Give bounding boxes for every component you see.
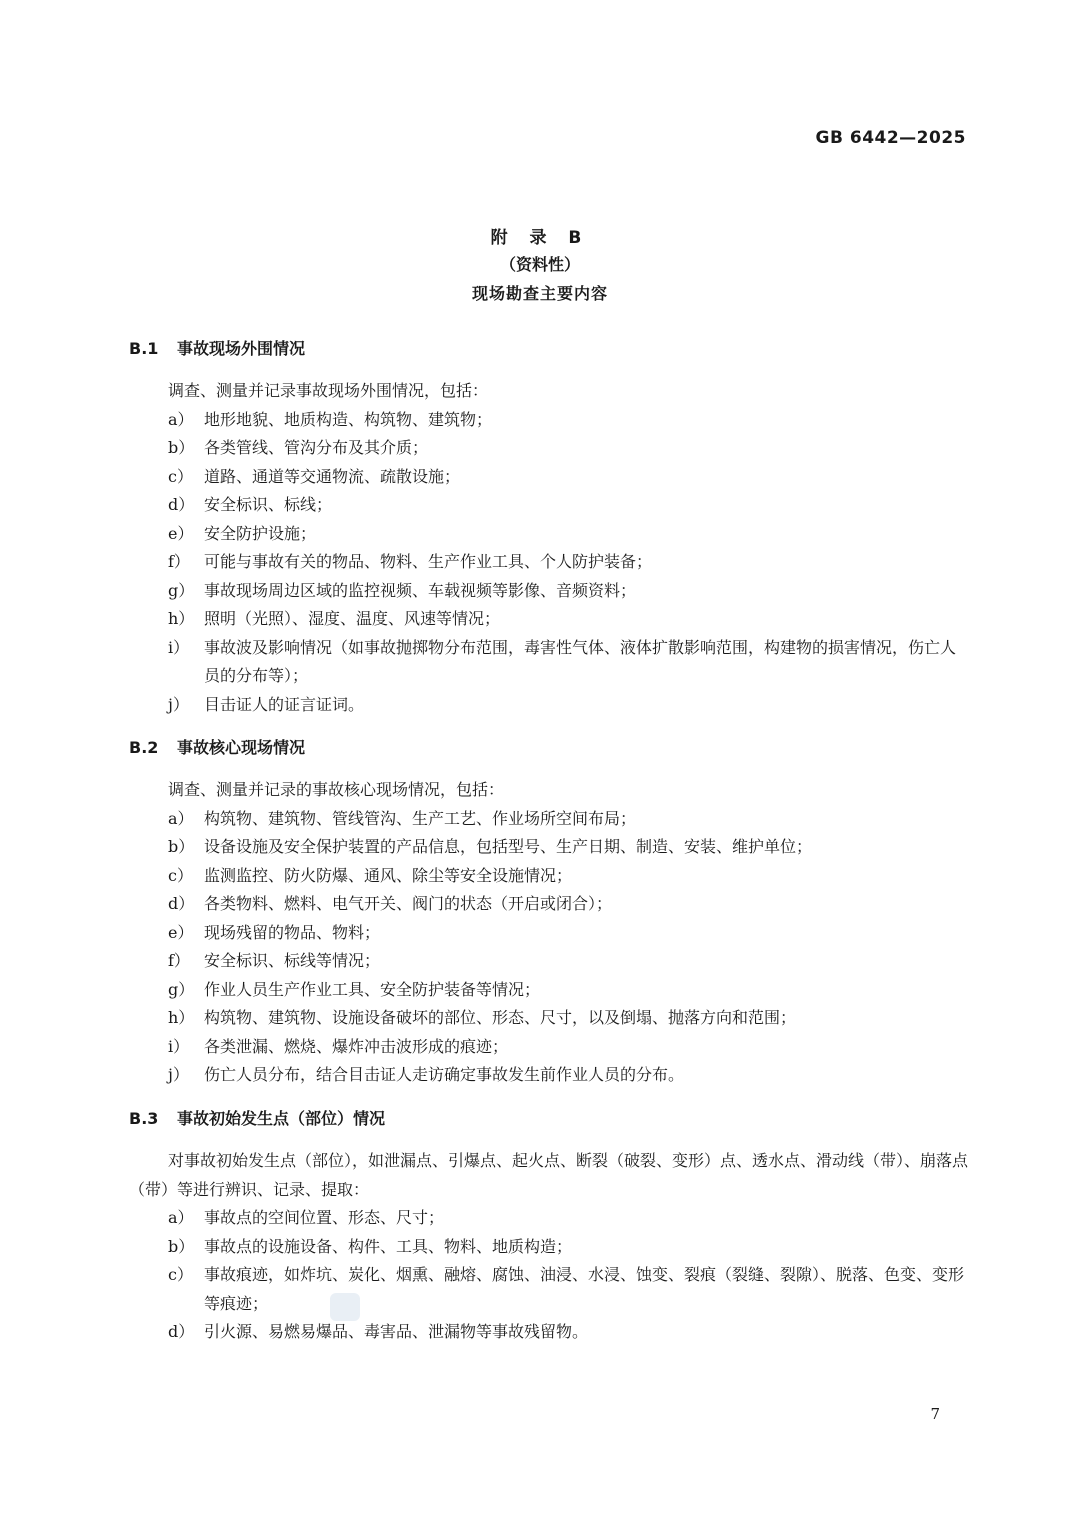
list-item: d） 安全标识、标线； bbox=[168, 495, 333, 514]
section-title: 事故核心现场情况 bbox=[177, 738, 306, 757]
section-b3 bbox=[129, 1105, 969, 1347]
appendix-name: 现场勘查主要内容 bbox=[471, 284, 608, 303]
list-item: b） 设备设施及安全保护装置的产品信息，包括型号、生产日期、制造、安装、维护单位； bbox=[168, 837, 813, 856]
list-item: c） 道路、通道等交通物流、疏散设施； bbox=[168, 466, 461, 486]
section-intro: 调查、测量并记录的事故核心现场情况，包括： bbox=[168, 780, 505, 799]
list-item: c） 事故痕迹，如炸坑、炭化、烟熏、融熔、腐蚀、油浸、水浸、蚀变、裂痕（裂缝、裂隙）、脱落、色变、变形等痕迹； bbox=[168, 1265, 965, 1313]
watermark-logo bbox=[330, 1293, 360, 1321]
section-b1 bbox=[129, 335, 969, 719]
list-item: b） 各类管线、管沟分布及其介质； bbox=[168, 438, 429, 457]
section-b2 bbox=[129, 734, 969, 1090]
list-item: i） 事故波及影响情况（如事故抛掷物分布范围，毒害性气体、液体扩散影响范围，构建物的损害情况，伤亡人员的分布等）； bbox=[168, 637, 957, 685]
list-item: d） 各类物料、燃料、电气开关、阀门的状态（开启或闭合）； bbox=[168, 894, 613, 913]
page-number: 7 bbox=[930, 1405, 940, 1423]
section-number: B.2 bbox=[129, 738, 159, 757]
section-title: 事故初始发生点（部位）情况 bbox=[177, 1109, 386, 1128]
list-item: i） 各类泄漏、燃烧、爆炸冲击波形成的痕迹； bbox=[168, 1036, 509, 1056]
section-title: 事故现场外围情况 bbox=[177, 339, 306, 358]
section-number: B.3 bbox=[129, 1109, 159, 1128]
list-item: a） 事故点的空间位置、形态、尺寸； bbox=[168, 1208, 445, 1227]
section-number: B.1 bbox=[129, 339, 159, 358]
section-heading bbox=[129, 1105, 969, 1133]
list-item: f） 可能与事故有关的物品、物料、生产作业工具、个人防护装备； bbox=[168, 552, 653, 571]
section-heading bbox=[129, 335, 969, 363]
list-item: g） 作业人员生产作业工具、安全防护装备等情况； bbox=[168, 979, 541, 999]
list-item: d） 引火源、易燃易爆品、毒害品、泄漏物等事故残留物。 bbox=[168, 1322, 589, 1341]
list-item: e） 安全防护设施； bbox=[168, 523, 317, 543]
section-heading bbox=[129, 734, 969, 762]
list-item: b） 事故点的设施设备、构件、工具、物料、地质构造； bbox=[168, 1236, 573, 1256]
appendix-title: 附 录 B bbox=[490, 228, 590, 248]
list-item: h） 照明（光照）、湿度、温度、风速等情况； bbox=[168, 609, 501, 628]
section-intro: 对事故初始发生点（部位），如泄漏点、引爆点、起火点、断裂（破裂、变形）点、透水点、滑动线（带）、崩落点（带）等进行辨识、记录、提取： bbox=[129, 1151, 969, 1199]
list-item: g） 事故现场周边区域的监控视频、车载视频等影像、音频资料； bbox=[168, 580, 637, 600]
list-item: c） 监测监控、防火防爆、通风、除尘等安全设施情况； bbox=[168, 865, 573, 885]
appendix-nature: （资料性） bbox=[499, 255, 580, 274]
list-item: j） 伤亡人员分布，结合目击证人走访确定事故发生前作业人员的分布。 bbox=[168, 1065, 685, 1084]
list-item: e） 现场残留的物品、物料； bbox=[168, 922, 381, 942]
list-item: f） 安全标识、标线等情况； bbox=[168, 951, 381, 970]
section-intro: 调查、测量并记录事故现场外围情况，包括： bbox=[168, 381, 489, 400]
list-item: h） 构筑物、建筑物、设施设备破坏的部位、形态、尺寸，以及倒塌、抛落方向和范围； bbox=[168, 1008, 797, 1027]
list-item: a） 地形地貌、地质构造、构筑物、建筑物； bbox=[168, 409, 493, 429]
list-item: j） 目击证人的证言证词。 bbox=[168, 694, 365, 714]
standard-number: GB 6442—2025 bbox=[815, 128, 966, 148]
list-item: a） 构筑物、建筑物、管线管沟、生产工艺、作业场所空间布局； bbox=[168, 808, 637, 828]
